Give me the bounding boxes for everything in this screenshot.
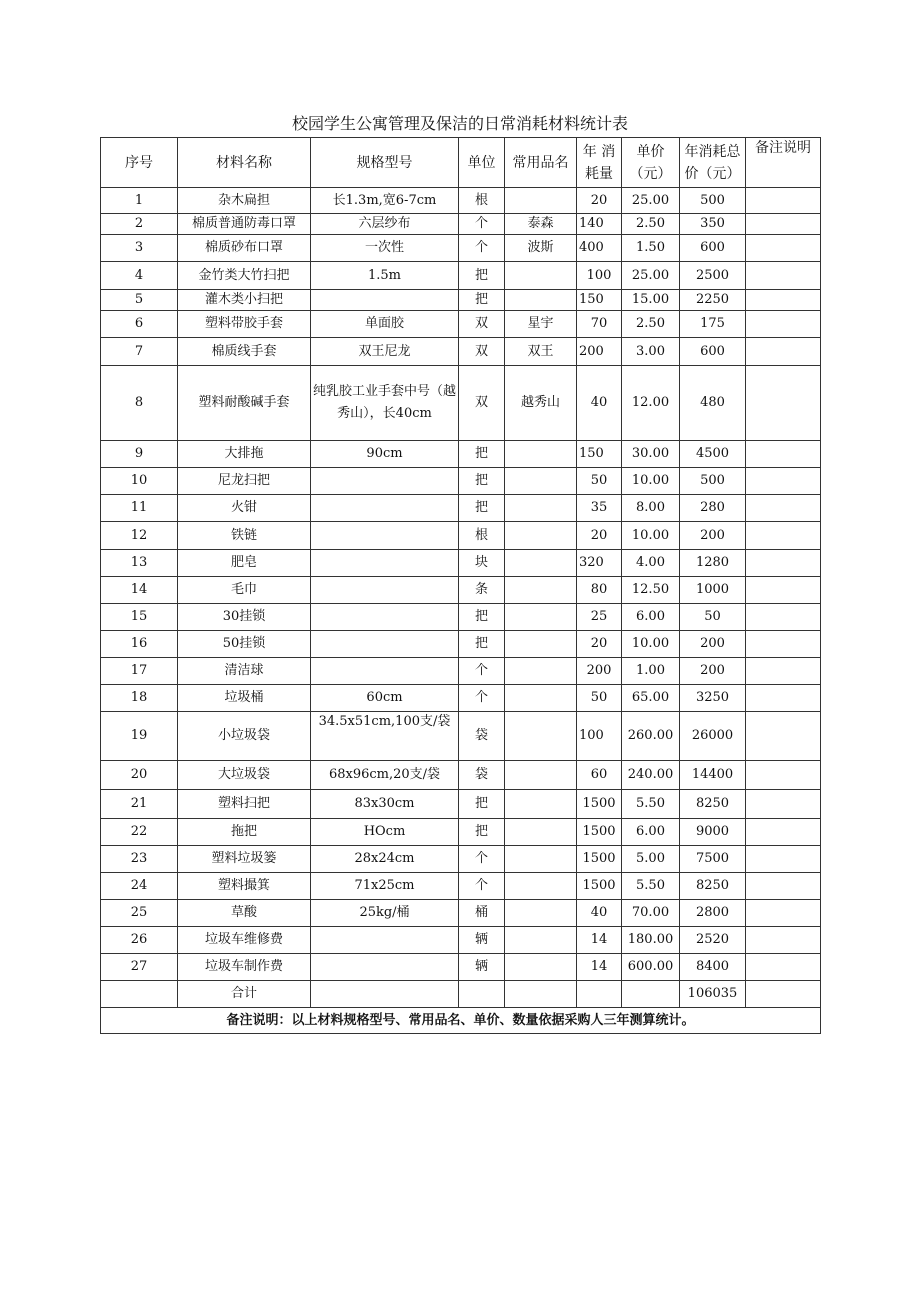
cell-brand bbox=[505, 658, 577, 685]
cell-spec bbox=[311, 954, 459, 981]
cell-price: 1.50 bbox=[622, 235, 680, 262]
header-total: 年消耗总价（元） bbox=[680, 138, 746, 188]
cell-index: 7 bbox=[101, 338, 178, 366]
cell-note bbox=[746, 954, 821, 981]
cell-index: 3 bbox=[101, 235, 178, 262]
cell-spec: 83x30cm bbox=[311, 790, 459, 819]
cell-qty: 150 bbox=[577, 441, 622, 468]
cell-spec: 90cm bbox=[311, 441, 459, 468]
cell-brand bbox=[505, 441, 577, 468]
cell-index: 12 bbox=[101, 522, 178, 550]
cell-spec bbox=[311, 604, 459, 631]
cell-price: 8.00 bbox=[622, 495, 680, 522]
cell-qty: 140 bbox=[577, 214, 622, 235]
table-row bbox=[101, 441, 821, 468]
cell-brand bbox=[505, 604, 577, 631]
cell-price: 6.00 bbox=[622, 604, 680, 631]
cell-qty: 1500 bbox=[577, 846, 622, 873]
cell-price: 1.00 bbox=[622, 658, 680, 685]
cell-index: 8 bbox=[101, 366, 178, 441]
cell-note bbox=[746, 441, 821, 468]
cell-total: 14400 bbox=[680, 761, 746, 790]
cell-note bbox=[746, 873, 821, 900]
cell-qty: 200 bbox=[577, 338, 622, 366]
cell-brand bbox=[505, 761, 577, 790]
cell-brand bbox=[505, 873, 577, 900]
cell-unit: 个 bbox=[459, 846, 505, 873]
cell-price: 5.50 bbox=[622, 873, 680, 900]
cell-price: 180.00 bbox=[622, 927, 680, 954]
cell-name: 塑料耐酸碱手套 bbox=[178, 366, 311, 441]
cell-total: 7500 bbox=[680, 846, 746, 873]
cell-price: 12.00 bbox=[622, 366, 680, 441]
cell-unit: 根 bbox=[459, 522, 505, 550]
table-row bbox=[101, 468, 821, 495]
cell-qty: 150 bbox=[577, 290, 622, 311]
cell-spec bbox=[311, 522, 459, 550]
footnote: 备注说明：以上材料规格型号、常用品名、单价、数量依据采购人三年测算统计。 bbox=[101, 1008, 821, 1034]
cell-price: 6.00 bbox=[622, 819, 680, 846]
cell-brand bbox=[505, 550, 577, 577]
cell-price: 10.00 bbox=[622, 468, 680, 495]
table-row bbox=[101, 685, 821, 712]
cell-note bbox=[746, 604, 821, 631]
cell-spec: 60cm bbox=[311, 685, 459, 712]
summary-price-cell bbox=[622, 981, 680, 1008]
table-row bbox=[101, 188, 821, 214]
cell-qty: 40 bbox=[577, 900, 622, 927]
cell-price: 15.00 bbox=[622, 290, 680, 311]
cell-price: 3.00 bbox=[622, 338, 680, 366]
cell-note bbox=[746, 290, 821, 311]
cell-qty: 50 bbox=[577, 685, 622, 712]
cell-unit: 袋 bbox=[459, 712, 505, 761]
cell-spec bbox=[311, 290, 459, 311]
cell-index: 24 bbox=[101, 873, 178, 900]
table-row bbox=[101, 577, 821, 604]
cell-total: 200 bbox=[680, 658, 746, 685]
cell-note bbox=[746, 550, 821, 577]
cell-name: 垃圾桶 bbox=[178, 685, 311, 712]
cell-index: 16 bbox=[101, 631, 178, 658]
table-row bbox=[101, 658, 821, 685]
table-row bbox=[101, 290, 821, 311]
cell-name: 拖把 bbox=[178, 819, 311, 846]
cell-index: 4 bbox=[101, 262, 178, 290]
cell-index: 26 bbox=[101, 927, 178, 954]
cell-price: 240.00 bbox=[622, 761, 680, 790]
cell-unit: 双 bbox=[459, 366, 505, 441]
table-row bbox=[101, 550, 821, 577]
cell-unit: 把 bbox=[459, 441, 505, 468]
cell-total: 9000 bbox=[680, 819, 746, 846]
header-unit: 单位 bbox=[459, 138, 505, 188]
cell-index: 23 bbox=[101, 846, 178, 873]
cell-name: 大垃圾袋 bbox=[178, 761, 311, 790]
cell-unit: 条 bbox=[459, 577, 505, 604]
cell-unit: 个 bbox=[459, 214, 505, 235]
cell-brand: 星宇 bbox=[505, 311, 577, 338]
cell-unit: 桶 bbox=[459, 900, 505, 927]
document-title: 校园学生公寓管理及保洁的日常消耗材料统计表 bbox=[291, 114, 628, 133]
table-row bbox=[101, 366, 821, 441]
cell-spec: 纯乳胶工业手套中号（越秀山），长40cm bbox=[311, 366, 459, 441]
cell-spec bbox=[311, 658, 459, 685]
table-row bbox=[101, 712, 821, 761]
cell-price: 65.00 bbox=[622, 685, 680, 712]
cell-spec bbox=[311, 577, 459, 604]
cell-index: 5 bbox=[101, 290, 178, 311]
cell-note bbox=[746, 495, 821, 522]
cell-note bbox=[746, 685, 821, 712]
table-row bbox=[101, 214, 821, 235]
header-qty: 年 消 耗量 bbox=[577, 138, 622, 188]
cell-spec: 1.5m bbox=[311, 262, 459, 290]
cell-total: 2500 bbox=[680, 262, 746, 290]
cell-spec bbox=[311, 468, 459, 495]
cell-spec: 单面胶 bbox=[311, 311, 459, 338]
cell-qty: 80 bbox=[577, 577, 622, 604]
cell-name: 尼龙扫把 bbox=[178, 468, 311, 495]
cell-price: 10.00 bbox=[622, 522, 680, 550]
cell-unit: 把 bbox=[459, 495, 505, 522]
cell-qty: 1500 bbox=[577, 790, 622, 819]
cell-note bbox=[746, 338, 821, 366]
cell-total: 26000 bbox=[680, 712, 746, 761]
cell-price: 5.50 bbox=[622, 790, 680, 819]
cell-price: 30.00 bbox=[622, 441, 680, 468]
cell-unit: 把 bbox=[459, 819, 505, 846]
cell-index: 27 bbox=[101, 954, 178, 981]
cell-total: 2250 bbox=[680, 290, 746, 311]
cell-note bbox=[746, 522, 821, 550]
cell-note bbox=[746, 631, 821, 658]
cell-unit: 辆 bbox=[459, 927, 505, 954]
cell-spec bbox=[311, 550, 459, 577]
cell-total: 175 bbox=[680, 311, 746, 338]
cell-unit: 把 bbox=[459, 468, 505, 495]
header-name: 材料名称 bbox=[178, 138, 311, 188]
cell-index: 11 bbox=[101, 495, 178, 522]
table-body bbox=[101, 188, 821, 981]
cell-index: 1 bbox=[101, 188, 178, 214]
header-spec: 规格型号 bbox=[311, 138, 459, 188]
cell-total: 2800 bbox=[680, 900, 746, 927]
cell-total: 280 bbox=[680, 495, 746, 522]
header-brand: 常用品名 bbox=[505, 138, 577, 188]
cell-qty: 400 bbox=[577, 235, 622, 262]
cell-qty: 200 bbox=[577, 658, 622, 685]
cell-qty: 70 bbox=[577, 311, 622, 338]
cell-spec: 一次性 bbox=[311, 235, 459, 262]
table-row bbox=[101, 790, 821, 819]
cell-note bbox=[746, 819, 821, 846]
cell-qty: 20 bbox=[577, 522, 622, 550]
cell-price: 2.50 bbox=[622, 214, 680, 235]
cell-brand bbox=[505, 522, 577, 550]
cell-total: 1280 bbox=[680, 550, 746, 577]
footnote-row bbox=[101, 1008, 821, 1034]
cell-unit: 个 bbox=[459, 658, 505, 685]
cell-brand bbox=[505, 577, 577, 604]
cell-spec: HOcm bbox=[311, 819, 459, 846]
cell-note bbox=[746, 311, 821, 338]
table-row bbox=[101, 338, 821, 366]
cell-price: 2.50 bbox=[622, 311, 680, 338]
cell-note bbox=[746, 846, 821, 873]
cell-spec: 长1.3m,宽6-7cm bbox=[311, 188, 459, 214]
cell-note bbox=[746, 900, 821, 927]
cell-brand bbox=[505, 927, 577, 954]
cell-total: 2520 bbox=[680, 927, 746, 954]
cell-qty: 1500 bbox=[577, 873, 622, 900]
cell-total: 480 bbox=[680, 366, 746, 441]
cell-index: 19 bbox=[101, 712, 178, 761]
cell-name: 棉质普通防毒口罩 bbox=[178, 214, 311, 235]
cell-note bbox=[746, 927, 821, 954]
cell-unit: 把 bbox=[459, 604, 505, 631]
table-row bbox=[101, 954, 821, 981]
cell-name: 50挂锁 bbox=[178, 631, 311, 658]
cell-note bbox=[746, 188, 821, 214]
header-price: 单价（元） bbox=[622, 138, 680, 188]
cell-price: 25.00 bbox=[622, 188, 680, 214]
cell-index: 6 bbox=[101, 311, 178, 338]
cell-total: 8250 bbox=[680, 790, 746, 819]
summary-note-cell bbox=[746, 981, 821, 1008]
cell-unit: 把 bbox=[459, 790, 505, 819]
cell-brand bbox=[505, 846, 577, 873]
cell-brand bbox=[505, 188, 577, 214]
table-row bbox=[101, 522, 821, 550]
cell-unit: 辆 bbox=[459, 954, 505, 981]
cell-total: 1000 bbox=[680, 577, 746, 604]
cell-price: 260.00 bbox=[622, 712, 680, 761]
cell-name: 火钳 bbox=[178, 495, 311, 522]
cell-qty: 1500 bbox=[577, 819, 622, 846]
table-row bbox=[101, 873, 821, 900]
cell-index: 14 bbox=[101, 577, 178, 604]
cell-brand: 双王 bbox=[505, 338, 577, 366]
cell-brand bbox=[505, 954, 577, 981]
cell-total: 8250 bbox=[680, 873, 746, 900]
cell-brand bbox=[505, 712, 577, 761]
cell-name: 清洁球 bbox=[178, 658, 311, 685]
cell-index: 20 bbox=[101, 761, 178, 790]
cell-spec bbox=[311, 495, 459, 522]
cell-spec: 71x25cm bbox=[311, 873, 459, 900]
cell-total: 50 bbox=[680, 604, 746, 631]
cell-total: 3250 bbox=[680, 685, 746, 712]
cell-unit: 把 bbox=[459, 290, 505, 311]
cell-qty: 20 bbox=[577, 631, 622, 658]
cell-note bbox=[746, 577, 821, 604]
cell-name: 金竹类大竹扫把 bbox=[178, 262, 311, 290]
cell-total: 600 bbox=[680, 338, 746, 366]
table-row bbox=[101, 311, 821, 338]
cell-name: 铁链 bbox=[178, 522, 311, 550]
cell-name: 棉质砂布口罩 bbox=[178, 235, 311, 262]
cell-index: 10 bbox=[101, 468, 178, 495]
cell-spec: 34.5x51cm,100支/袋 bbox=[311, 712, 459, 761]
summary-spec-cell bbox=[311, 981, 459, 1008]
cell-qty: 40 bbox=[577, 366, 622, 441]
cell-brand bbox=[505, 790, 577, 819]
cell-price: 12.50 bbox=[622, 577, 680, 604]
table-row bbox=[101, 495, 821, 522]
cell-qty: 25 bbox=[577, 604, 622, 631]
cell-note bbox=[746, 262, 821, 290]
cell-qty: 14 bbox=[577, 927, 622, 954]
cell-price: 5.00 bbox=[622, 846, 680, 873]
cell-price: 70.00 bbox=[622, 900, 680, 927]
cell-unit: 袋 bbox=[459, 761, 505, 790]
cell-name: 垃圾车维修费 bbox=[178, 927, 311, 954]
table-row bbox=[101, 262, 821, 290]
table-row bbox=[101, 819, 821, 846]
table-header-row bbox=[101, 138, 821, 188]
cell-brand bbox=[505, 495, 577, 522]
cell-spec: 六层纱布 bbox=[311, 214, 459, 235]
cell-note bbox=[746, 366, 821, 441]
cell-brand bbox=[505, 631, 577, 658]
cell-unit: 个 bbox=[459, 873, 505, 900]
cell-qty: 14 bbox=[577, 954, 622, 981]
cell-name: 肥皂 bbox=[178, 550, 311, 577]
summary-label: 合计 bbox=[178, 981, 311, 1008]
cell-brand bbox=[505, 819, 577, 846]
table-row bbox=[101, 761, 821, 790]
cell-unit: 双 bbox=[459, 311, 505, 338]
cell-total: 500 bbox=[680, 468, 746, 495]
cell-note bbox=[746, 790, 821, 819]
cell-name: 塑料扫把 bbox=[178, 790, 311, 819]
cell-qty: 60 bbox=[577, 761, 622, 790]
cell-price: 4.00 bbox=[622, 550, 680, 577]
cell-name: 杂木扁担 bbox=[178, 188, 311, 214]
cell-price: 25.00 bbox=[622, 262, 680, 290]
cell-index: 15 bbox=[101, 604, 178, 631]
cell-brand bbox=[505, 685, 577, 712]
cell-index: 18 bbox=[101, 685, 178, 712]
cell-brand: 泰森 bbox=[505, 214, 577, 235]
table-row bbox=[101, 846, 821, 873]
cell-brand bbox=[505, 290, 577, 311]
cell-index: 9 bbox=[101, 441, 178, 468]
cell-brand bbox=[505, 468, 577, 495]
cell-name: 塑料带胶手套 bbox=[178, 311, 311, 338]
cell-price: 10.00 bbox=[622, 631, 680, 658]
summary-total: 106035 bbox=[680, 981, 746, 1008]
cell-note bbox=[746, 761, 821, 790]
cell-note bbox=[746, 468, 821, 495]
header-note: 备注说明 bbox=[746, 138, 821, 188]
cell-name: 塑料撮箕 bbox=[178, 873, 311, 900]
summary-index-cell bbox=[101, 981, 178, 1008]
cell-unit: 把 bbox=[459, 631, 505, 658]
cell-qty: 20 bbox=[577, 188, 622, 214]
header-index: 序号 bbox=[101, 138, 178, 188]
cell-spec bbox=[311, 631, 459, 658]
cell-total: 8400 bbox=[680, 954, 746, 981]
cell-name: 塑料垃圾篓 bbox=[178, 846, 311, 873]
cell-name: 灌木类小扫把 bbox=[178, 290, 311, 311]
cell-note bbox=[746, 712, 821, 761]
cell-name: 大排拖 bbox=[178, 441, 311, 468]
cell-spec: 双王尼龙 bbox=[311, 338, 459, 366]
materials-table bbox=[100, 137, 821, 1034]
cell-name: 垃圾车制作费 bbox=[178, 954, 311, 981]
cell-brand bbox=[505, 900, 577, 927]
cell-spec: 28x24cm bbox=[311, 846, 459, 873]
table-row bbox=[101, 604, 821, 631]
cell-total: 600 bbox=[680, 235, 746, 262]
cell-brand: 波斯 bbox=[505, 235, 577, 262]
cell-total: 500 bbox=[680, 188, 746, 214]
cell-brand bbox=[505, 262, 577, 290]
cell-name: 草酸 bbox=[178, 900, 311, 927]
cell-unit: 根 bbox=[459, 188, 505, 214]
table-row bbox=[101, 235, 821, 262]
cell-qty: 35 bbox=[577, 495, 622, 522]
cell-qty: 100 bbox=[577, 262, 622, 290]
cell-spec: 68x96cm,20支/袋 bbox=[311, 761, 459, 790]
summary-brand-cell bbox=[505, 981, 577, 1008]
cell-index: 17 bbox=[101, 658, 178, 685]
cell-name: 棉质线手套 bbox=[178, 338, 311, 366]
summary-row bbox=[101, 981, 821, 1008]
cell-note bbox=[746, 658, 821, 685]
cell-unit: 双 bbox=[459, 338, 505, 366]
cell-brand: 越秀山 bbox=[505, 366, 577, 441]
cell-unit: 个 bbox=[459, 685, 505, 712]
cell-index: 21 bbox=[101, 790, 178, 819]
cell-qty: 50 bbox=[577, 468, 622, 495]
cell-index: 22 bbox=[101, 819, 178, 846]
cell-total: 200 bbox=[680, 522, 746, 550]
summary-qty-cell bbox=[577, 981, 622, 1008]
cell-index: 25 bbox=[101, 900, 178, 927]
cell-unit: 块 bbox=[459, 550, 505, 577]
cell-qty: 100 bbox=[577, 712, 622, 761]
cell-name: 30挂锁 bbox=[178, 604, 311, 631]
cell-total: 350 bbox=[680, 214, 746, 235]
cell-note bbox=[746, 235, 821, 262]
table-row bbox=[101, 900, 821, 927]
cell-spec: 25kg/桶 bbox=[311, 900, 459, 927]
cell-total: 200 bbox=[680, 631, 746, 658]
cell-name: 毛巾 bbox=[178, 577, 311, 604]
cell-qty: 320 bbox=[577, 550, 622, 577]
table-row bbox=[101, 631, 821, 658]
cell-index: 13 bbox=[101, 550, 178, 577]
summary-unit-cell bbox=[459, 981, 505, 1008]
cell-index: 2 bbox=[101, 214, 178, 235]
cell-note bbox=[746, 214, 821, 235]
cell-total: 4500 bbox=[680, 441, 746, 468]
table-row bbox=[101, 927, 821, 954]
cell-name: 小垃圾袋 bbox=[178, 712, 311, 761]
cell-spec bbox=[311, 927, 459, 954]
cell-price: 600.00 bbox=[622, 954, 680, 981]
cell-unit: 把 bbox=[459, 262, 505, 290]
cell-unit: 个 bbox=[459, 235, 505, 262]
